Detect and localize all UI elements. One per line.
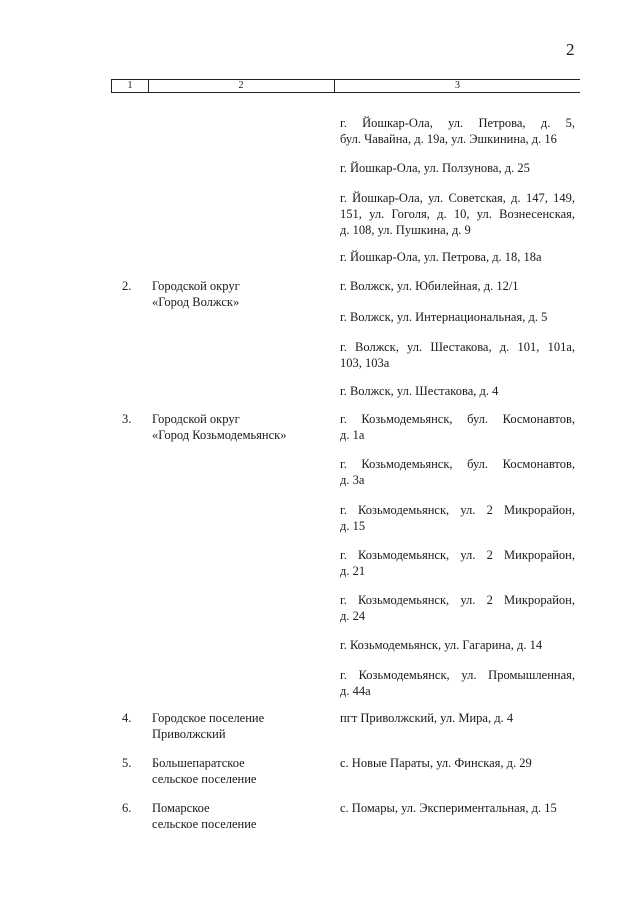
row-number: 5. [122,756,132,770]
address-line: г. Волжск, ул. Интернациональная, д. 5 [340,310,548,324]
column-header-3: 3 [455,80,460,91]
address-entry [340,755,575,771]
row-number: 6. [122,801,132,815]
municipality-name-line: «Город Козьмодемьянск» [152,428,287,442]
address-entry [340,339,575,371]
municipality-name-line: Городское поселение [152,711,265,725]
address-line: г. Волжск, ул. Юбилейная, д. 12/1 [340,279,519,293]
address-entry [340,800,575,816]
address-entry [340,190,575,238]
address-entry [340,592,575,624]
address-entry [340,456,575,488]
row-number: 3. [122,412,132,426]
address-line: с. Помары, ул. Экспериментальная, д. 15 [340,801,557,815]
address-line: г. Козьмодемьянск, ул. 2 Микрорайон, [340,548,575,562]
municipality-name-line: «Город Волжск» [152,295,240,309]
address-entry [340,667,575,699]
address-line: г. Волжск, ул. Шестакова, д. 4 [340,384,499,398]
address-entry [340,411,575,443]
address-entry [340,309,575,325]
address-entry [340,710,575,726]
municipality-name [152,710,327,742]
address-entry [340,383,575,399]
address-entry [340,115,575,147]
address-line: д. 1а [340,428,365,442]
address-line: г. Козьмодемьянск, ул. Промышленная, [340,668,575,682]
address-line: д. 108, ул. Пушкина, д. 9 [340,223,471,237]
municipality-name [152,800,327,832]
address-entry [340,637,575,653]
address-entry [340,278,575,294]
address-line: г. Козьмодемьянск, бул. Космонавтов, [340,457,575,471]
address-line: д. 3а [340,473,365,487]
address-line: г. Йошкар-Ола, ул. Советская, д. 147, 149, [340,191,575,205]
column-header-2: 2 [148,80,335,92]
municipality-name-line: Помарское [152,801,210,815]
address-entry [340,160,575,176]
municipality-name [152,278,327,310]
address-line: 103, 103а [340,356,390,370]
address-line: г. Йошкар-Ола, ул. Петрова, д. 18, 18а [340,250,542,264]
address-entry [340,502,575,534]
municipality-name-line: сельское поселение [152,772,257,786]
municipality-name [152,755,327,787]
municipality-name [152,411,327,443]
table-header-row [111,79,580,93]
address-line: пгт Приволжский, ул. Мира, д. 4 [340,711,514,725]
address-line: г. Козьмодемьянск, ул. 2 Микрорайон, [340,503,575,517]
row-number: 2. [122,279,132,293]
municipality-name-line: Городской округ [152,279,240,293]
address-line: г. Козьмодемьянск, ул. Гагарина, д. 14 [340,638,543,652]
municipality-name-line: сельское поселение [152,817,257,831]
municipality-name-line: Большепаратское [152,756,245,770]
address-line: д. 21 [340,564,366,578]
column-header-1: 1 [111,80,149,92]
address-line: г. Козьмодемьянск, бул. Космонавтов, [340,412,575,426]
address-line: г. Козьмодемьянск, ул. 2 Микрорайон, [340,593,575,607]
address-line: бул. Чавайна, д. 19а, ул. Эшкинина, д. 16 [340,132,557,146]
address-line: д. 44а [340,684,371,698]
address-line: г. Йошкар-Ола, ул. Ползунова, д. 25 [340,161,530,175]
address-line: д. 24 [340,609,366,623]
address-line: г. Волжск, ул. Шестакова, д. 101, 101а, [340,340,575,354]
address-line: д. 15 [340,519,366,533]
address-entry [340,547,575,579]
municipality-name-line: Городской округ [152,412,240,426]
row-number: 4. [122,711,132,725]
address-entry [340,249,575,265]
page-number: 2 [566,40,575,59]
address-line: с. Новые Параты, ул. Финская, д. 29 [340,756,532,770]
address-line: г. Йошкар-Ола, ул. Петрова, д. 5, [340,116,575,130]
address-line: 151, ул. Гоголя, д. 10, ул. Вознесенская, [340,207,575,221]
municipality-name-line: Приволжский [152,727,226,741]
